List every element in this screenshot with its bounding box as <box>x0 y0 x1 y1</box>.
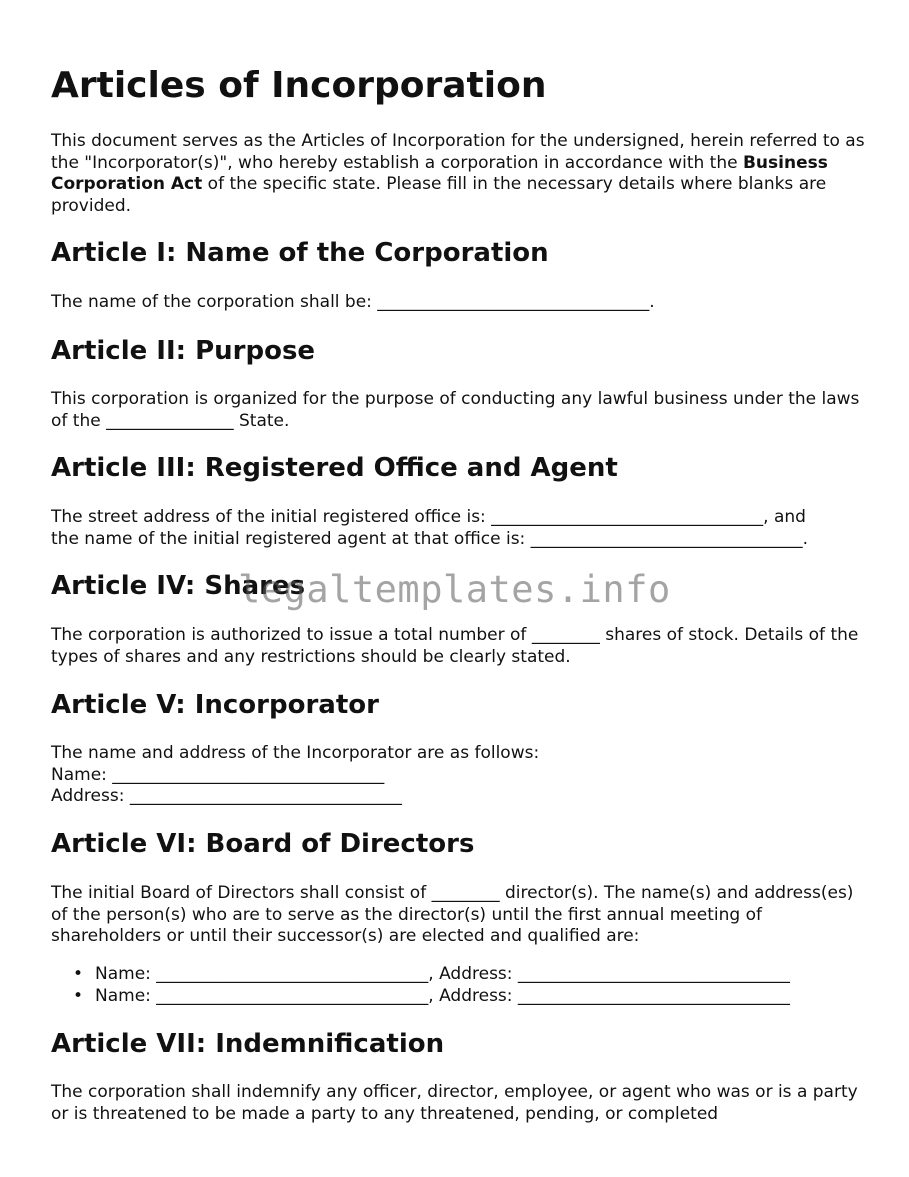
watermark: legaltemplates.info <box>238 568 671 611</box>
director-list-item <box>73 964 909 986</box>
article-5-heading: Article V: Incorporator <box>51 690 379 720</box>
bullet-dot-icon: • <box>73 985 84 1006</box>
intro-act-name: Business Corporation Act <box>51 152 828 194</box>
bullet-dot-icon: • <box>73 964 84 984</box>
article-1-heading: Article I: Name of the Corporation <box>51 238 549 268</box>
article-2-text: This corporation is organized for the purpose of conducting any lawful business under the laws of the _______________ State. <box>51 389 860 431</box>
article-4-heading: Article IV: Shares <box>51 571 306 601</box>
incorporator-name-line: Name: ________________________________ <box>51 764 385 785</box>
incorporator-address-line: Address: ________________________________ <box>51 786 402 806</box>
intro-text-part2: of the specific state. Please fill in the necessary details where blanks are provided. <box>51 174 827 216</box>
article-2-heading: Article II: Purpose <box>51 336 316 366</box>
article-7-heading: Article VII: Indemnification <box>51 1029 445 1059</box>
article-5-line-1: The name and address of the Incorporator are as follows: <box>51 743 540 763</box>
director-list-item <box>73 985 909 1008</box>
intro-paragraph <box>51 131 871 217</box>
article-3-line-2: the name of the initial registered agent at that office is: ________________________________. <box>51 528 809 549</box>
article-7-text: The corporation shall indemnify any officer, director, employee, or agent who was or is a party or is threatened to be made a party to any threatened, pending, or completed <box>51 1082 858 1124</box>
article-6-heading: Article VI: Board of Directors <box>51 829 475 859</box>
director-list-item-text: Name: ________________________________, Address: ________________________________ <box>95 985 790 1006</box>
page-title: Articles of Incorporation <box>51 65 547 106</box>
article-3-line-1: The street address of the initial registered office is: ________________________________, and <box>51 507 806 527</box>
article-1-text: The name of the corporation shall be: ________________________________. <box>51 292 655 312</box>
article-6-text: The initial Board of Directors shall consist of ________ director(s). The name(s) and address(es) of the person(s) who are to serve as the director(s) until the first annual meeting of shareholders or until their successor(s) are elected and qualified are: <box>51 883 854 946</box>
article-3-heading: Article III: Registered Office and Agent <box>51 453 618 483</box>
intro-text-part1: This document serves as the Articles of Incorporation for the undersigned, herein referred to as the "Incorporator(s)", who hereby establish a corporation in accordance with the <box>51 131 865 173</box>
director-list-item-text: Name: ________________________________, Address: ________________________________ <box>95 964 790 984</box>
article-4-text: The corporation is authorized to issue a total number of ________ shares of stock. Details of the types of shares and any restrictions should be clearly stated. <box>51 625 859 667</box>
director-list <box>51 964 909 1007</box>
